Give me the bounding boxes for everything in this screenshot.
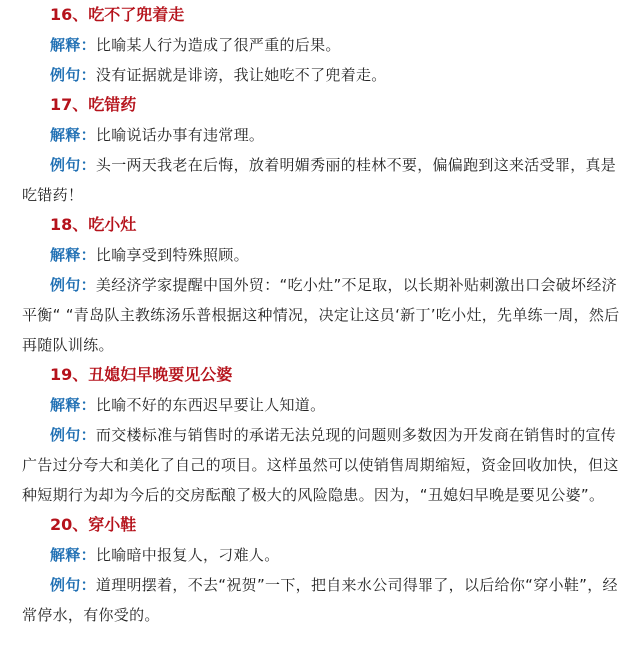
explanation-text: 比喻不好的东西迟早要让人知道。 [95,396,326,414]
entry-title: 17、吃错药 [50,95,137,114]
explanation-line [22,120,626,150]
example-label: 例句： [50,156,96,174]
example-label: 例句： [50,576,96,594]
explanation-line [22,30,626,60]
entry-title: 20、穿小鞋 [50,515,137,534]
example-text: 没有证据就是诽谤，我让她吃不了兜着走。 [95,66,387,84]
explanation-line [22,390,626,420]
example-label: 例句： [50,276,96,294]
explanation-line [22,540,626,570]
idiom-entry-19 [22,360,626,510]
example-line [22,150,626,210]
entry-title: 16、吃不了兜着走 [50,5,185,24]
example-text: 道理明摆着，不去“祝贺”一下，把自来水公司得罪了，以后给你“穿小鞋”，经常停水，有你受的。 [22,576,618,624]
explanation-label: 解释： [50,396,96,414]
entry-title: 18、吃小灶 [50,215,137,234]
idiom-entry-16 [22,0,626,90]
example-line [22,270,626,360]
explanation-label: 解释： [50,126,96,144]
entry-title: 19、丑媳妇早晚要见公婆 [50,365,233,384]
explanation-label: 解释： [50,546,96,564]
idiom-entry-17 [22,90,626,210]
example-label: 例句： [50,66,96,84]
explanation-text: 比喻说话办事有违常理。 [95,126,265,144]
example-text: 美经济学家提醒中国外贸：“吃小灶”不足取，以长期补贴刺激出口会破坏经济平衡“ “青岛队主教练汤乐普根据这种情况，决定让这员‘新丁’吃小灶，先单练一周，然后再随队训练。 [22,276,620,354]
explanation-label: 解释： [50,36,96,54]
idiom-entry-18 [22,210,626,360]
example-label: 例句： [50,426,96,444]
example-text: 而交楼标准与销售时的承诺无法兑现的问题则多数因为开发商在销售时的宣传广告过分夸大和美化了自己的项目。这样虽然可以使销售周期缩短，资金回收加快，但这种短期行为却为今后的交房酝酿了极大的风险隐患。因为，“丑媳妇早晚是要见公婆”。 [22,426,619,504]
idiom-entry-20 [22,510,626,630]
example-text: 头一两天我老在后悔，放着明媚秀丽的桂林不要，偏偏跑到这来活受罪，真是吃错药！ [22,156,617,204]
explanation-line [22,240,626,270]
example-line [22,570,626,630]
explanation-label: 解释： [50,246,96,264]
explanation-text: 比喻暗中报复人，刁难人。 [95,546,280,564]
example-line [22,60,626,90]
example-line [22,420,626,510]
explanation-text: 比喻享受到特殊照顾。 [95,246,249,264]
explanation-text: 比喻某人行为造成了很严重的后果。 [95,36,341,54]
